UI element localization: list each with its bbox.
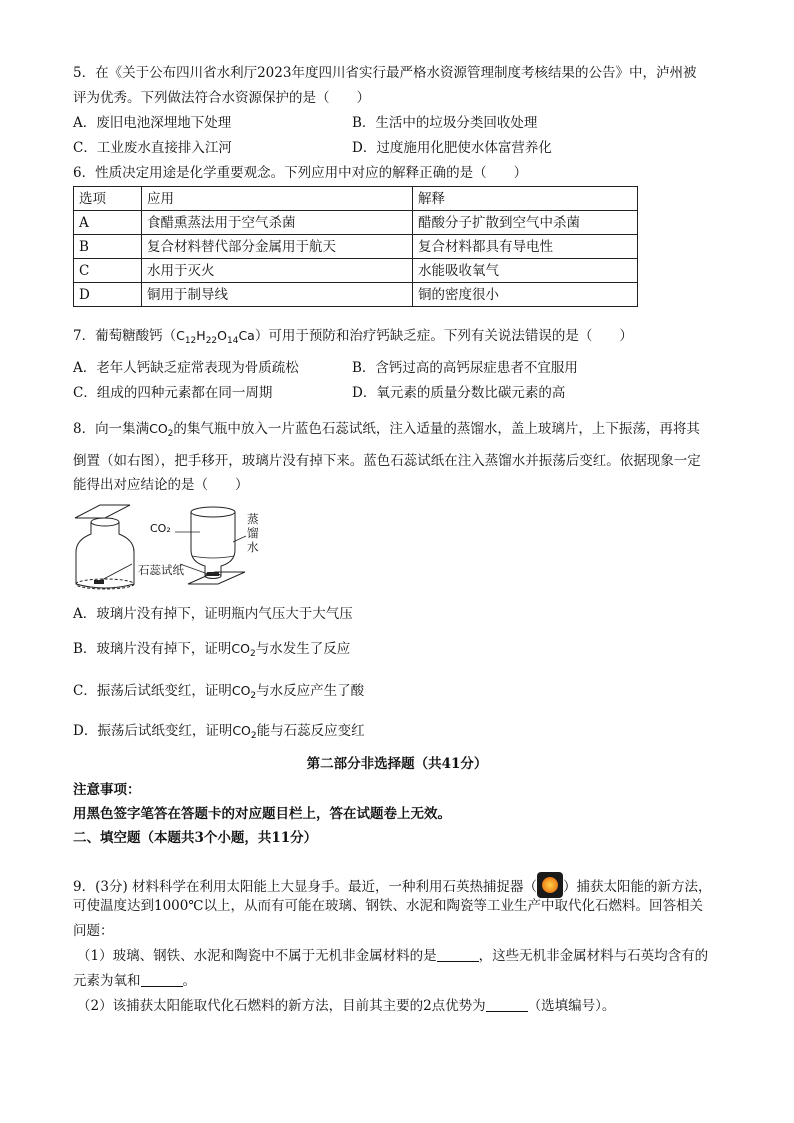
q5-option-c: C．工业废水直接排入江河 [73,140,232,156]
table-row [74,235,638,259]
q5-stem-line1: 5．在《关于公布四川省水利厅2023年度四川省实行最严格水资源管理制度考核结果的公告》中，泸州被 [73,65,697,81]
q9-line1-pre: 9．(3分) 材料科学在利用太阳能上大显身手。最近，一种利用石英热捕捉器（ [73,879,538,895]
table-cell: 复合材料替代部分金属用于航天 [142,235,413,259]
q8-option-c [73,682,364,705]
table-row [74,259,638,283]
table-cell: 复合材料都具有导电性 [413,235,638,259]
water-char: 水 [247,540,259,554]
notice-title: 注意事项： [73,782,141,798]
q8-option-d-pre: D．振荡后试纸变红，证明 [73,723,233,739]
q9-sub1-post: ，这些无机非金属材料与石英均含有的 [478,948,709,964]
table-cell: C [74,259,142,283]
q7-stem [73,327,633,350]
co2-formula [232,723,257,741]
q9-sub1-pre: （1）玻璃、钢铁、水泥和陶瓷中不属于无机非金属材料的是 [77,948,437,964]
co2-formula [149,421,174,439]
q7-option-c: C．组成的四种元素都在同一周期 [73,385,273,401]
notice-text: 用黑色签字笔答在答题卡的对应题目栏上，答在试题卷上无效。 [73,806,451,822]
q7-stem-post: ）可用于预防和治疗钙缺乏症。下列有关说法错误的是（ ） [254,328,633,344]
co2-sub: 2 [250,731,257,741]
co2-formula [231,641,256,659]
q5-stem-line2: 评为优秀。下列做法符合水资源保护的是（ ） [73,90,370,106]
q9-line3: 问题： [73,923,114,939]
q9-line2: 可使温度达到1000℃以上，从而有可能在玻璃、钢铁、水泥和陶瓷等工业生产中取代化石燃料。回答相关 [73,898,703,914]
quartz-heat-trap-icon [537,872,563,898]
q8-option-b-post: 与水发生了反应 [255,641,351,657]
q5-option-d: D．过度施用化肥使水体富营养化 [352,140,552,156]
co2-text: CO [232,723,251,738]
table-header-cell: 选项 [74,187,142,211]
figure-label-litmus: 石蕊试纸 [138,563,184,577]
q8-option-d-post: 能与石蕊反应变红 [256,723,365,739]
table-row [74,283,638,307]
q9-sub1-line2 [73,972,196,990]
q8-option-d [73,722,365,745]
formula-h-sub: 22 [205,336,218,346]
q8-option-c-post: 与水反应产生了酸 [256,683,365,699]
q7-formula [176,328,255,346]
table-cell: A [74,211,142,235]
table-header-row [74,187,638,211]
co2-formula [231,683,257,701]
formula-c-sub: 12 [184,336,197,346]
q8-stem-line1 [73,420,700,443]
section-heading: 二、填空题（本题共3个小题，共11分） [73,830,318,846]
answer-blank[interactable] [486,997,528,1012]
co2-text: CO [231,641,250,656]
q7-option-d: D．氧元素的质量分数比碳元素的高 [352,385,566,401]
q7-stem-pre: 7．葡萄糖酸钙（ [73,328,177,344]
formula-c: C [176,328,185,343]
q9-sub2-pre: （2）该捕获太阳能取代化石燃料的新方法，目前其主要的2点优势为 [77,998,486,1014]
q6-stem: 6．性质决定用途是化学重要观念。下列应用中对应的解释正确的是（ ） [73,165,528,181]
figure-label-water [247,512,259,554]
q7-option-a: A．老年人钙缺乏症常表现为骨质疏松 [73,360,299,376]
q8-apparatus-figure [70,500,270,600]
q9-sub1 [77,947,708,965]
water-char: 馏 [247,526,259,540]
formula-o: O [217,328,227,343]
table-cell: 食醋熏蒸法用于空气杀菌 [142,211,413,235]
q9-sub2-post: （选填编号）。 [527,998,616,1014]
q7-option-b: B．含钙过高的高钙尿症患者不宜服用 [352,360,578,376]
answer-blank[interactable] [141,972,183,987]
q8-stem-post: 的集气瓶中放入一片蓝色石蕊试纸，注入适量的蒸馏水，盖上玻璃片，上下振荡，再将其 [173,421,700,437]
q9-line1-post: ）捕获太阳能的新方法， [563,879,712,895]
q8-stem-line3: 能得出对应结论的是（ ） [73,477,249,493]
figure-label-co2: CO₂ [150,522,171,535]
q5-option-b: B．生活中的垃圾分类回收处理 [352,115,538,131]
q8-stem-pre: 8．向一集满 [73,421,150,437]
q8-option-a: A．玻璃片没有掉下，证明瓶内气压大于大气压 [73,606,353,622]
answer-blank[interactable] [437,947,479,962]
co2-text: CO [149,421,168,436]
q8-option-b-pre: B．玻璃片没有掉下，证明 [73,641,232,657]
table-cell: B [74,235,142,259]
table-cell: 铜用于制导线 [142,283,413,307]
water-char: 蒸 [247,512,259,526]
q9-sub1-line2-post: 。 [182,973,196,989]
table-header-cell: 解释 [413,187,638,211]
formula-ca: Ca [238,328,255,343]
table-header-cell: 应用 [142,187,413,211]
q9-line1 [73,872,712,898]
q8-stem-line2: 倒置（如右图），把手移开，玻璃片没有掉下来。蓝色石蕊试纸在注入蒸馏水并振荡后变红。依据现象一定 [73,453,701,469]
q9-sub1-line2-pre: 元素为氧和 [73,973,141,989]
part2-title: 第二部分非选择题（共41分） [306,756,488,772]
co2-sub: 2 [167,429,174,439]
table-cell: 醋酸分子扩散到空气中杀菌 [413,211,638,235]
table-cell: 铜的密度很小 [413,283,638,307]
formula-o-sub: 14 [226,336,239,346]
co2-text: CO [231,683,251,698]
q6-table [73,186,638,307]
q9-sub2 [77,997,615,1015]
table-cell: 水用于灭火 [142,259,413,283]
q8-option-b [73,640,350,663]
q5-option-a: A．废旧电池深埋地下处理 [73,115,232,131]
co2-sub: 2 [250,691,257,701]
table-cell: 水能吸收氧气 [413,259,638,283]
formula-h: H [196,328,206,343]
co2-sub: 2 [250,649,256,659]
table-row [74,211,638,235]
q8-option-c-pre: C．振荡后试纸变红，证明 [73,683,232,699]
table-cell: D [74,283,142,307]
